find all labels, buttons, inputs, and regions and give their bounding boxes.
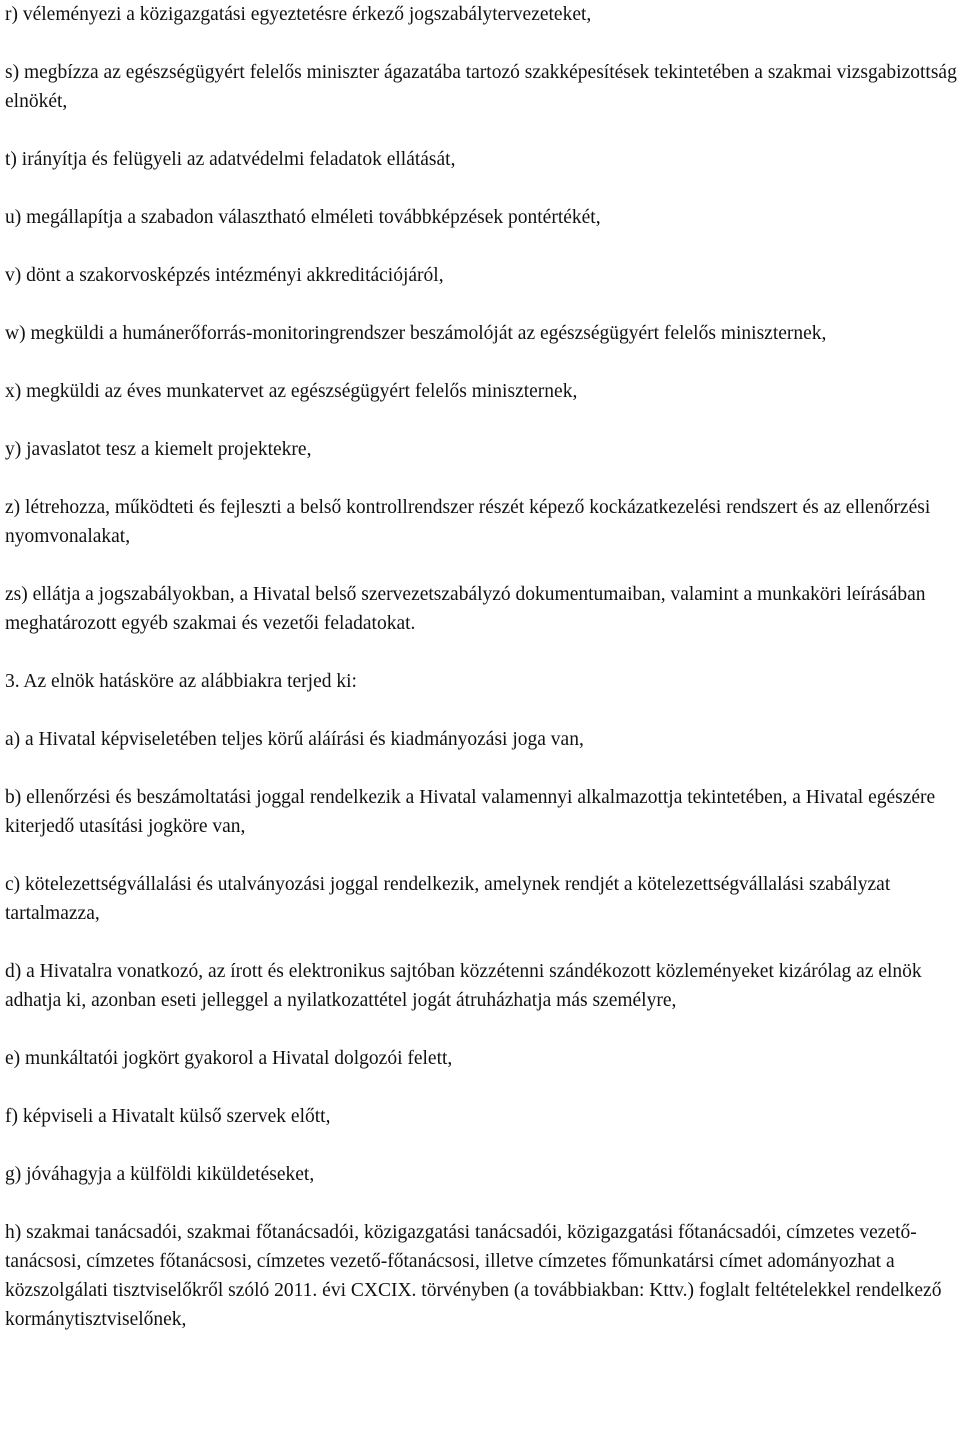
list-item-b: b) ellenőrzési és beszámoltatási joggal rendelkezik a Hivatal valamennyi alkalmazottja tekintetében, a Hivatal egészére kiterjedő utasítási jogköre van, <box>5 787 936 837</box>
list-item-f: f) képviseli a Hivatalt külső szervek előtt, <box>5 1106 331 1127</box>
list-item-zs: zs) ellátja a jogszabályokban, a Hivatal belső szervezetszabályzó dokumentumaiban, valamint a munkaköri leírásában meghatározott egyéb szakmai és vezetői feladatokat. <box>5 584 926 634</box>
document-page <box>5 0 957 1363</box>
section-heading: 3. Az elnök hatásköre az alábbiakra terjed ki: <box>5 671 357 692</box>
list-item-d: d) a Hivatalra vonatkozó, az írott és elektronikus sajtóban közzétenni szándékozott közleményeket kizárólag az elnök adhatja ki, azonban eseti jelleggel a nyilatkozattétel jogát átruházhatja más személyre, <box>5 961 922 1011</box>
list-item-e: e) munkáltatói jogkört gyakorol a Hivatal dolgozói felett, <box>5 1048 453 1069</box>
list-item-r: r) véleményezi a közigazgatási egyeztetésre érkező jogszabálytervezeteket, <box>5 4 592 25</box>
list-item-z: z) létrehozza, működteti és fejleszti a belső kontrollrendszer részét képező kockázatkezelési rendszert és az ellenőrzési nyomvonalakat, <box>5 497 931 547</box>
list-item-u: u) megállapítja a szabadon választható elméleti továbbképzések pontértékét, <box>5 207 601 228</box>
list-item-x: x) megküldi az éves munkatervet az egészségügyért felelős miniszternek, <box>5 381 578 402</box>
list-item-t: t) irányítja és felügyeli az adatvédelmi feladatok ellátását, <box>5 149 456 170</box>
list-item-w: w) megküldi a humánerőforrás-monitoringrendszer beszámolóját az egészségügyért felelős miniszternek, <box>5 323 827 344</box>
list-item-y: y) javaslatot tesz a kiemelt projektekre, <box>5 439 312 460</box>
list-item-h: h) szakmai tanácsadói, szakmai főtanácsadói, közigazgatási tanácsadói, közigazgatási főtanácsadói, címzetes vezető-tanácsosi, címzetes főtanácsosi, címzetes vezető-főtanácsosi, illetve címzetes főmunkatársi címet adományozhat a közszolgálati tisztviselőkről szóló 2011. évi CXCIX. törvényben (a továbbiakban: Kttv.) foglalt feltételekkel rendelkező kormánytisztviselőnek, <box>5 1222 942 1330</box>
list-item-a: a) a Hivatal képviseletében teljes körű aláírási és kiadmányozási joga van, <box>5 729 584 750</box>
list-item-c: c) kötelezettségvállalási és utalványozási joggal rendelkezik, amelynek rendjét a kötelezettségvállalási szabályzat tartalmazza, <box>5 874 891 924</box>
list-item-s: s) megbízza az egészségügyért felelős miniszter ágazatába tartozó szakképesítések tekintetében a szakmai vizsgabizottság elnökét, <box>5 62 957 112</box>
list-item-v: v) dönt a szakorvosképzés intézményi akkreditációjáról, <box>5 265 444 286</box>
list-item-g: g) jóváhagyja a külföldi kiküldetéseket, <box>5 1164 315 1185</box>
